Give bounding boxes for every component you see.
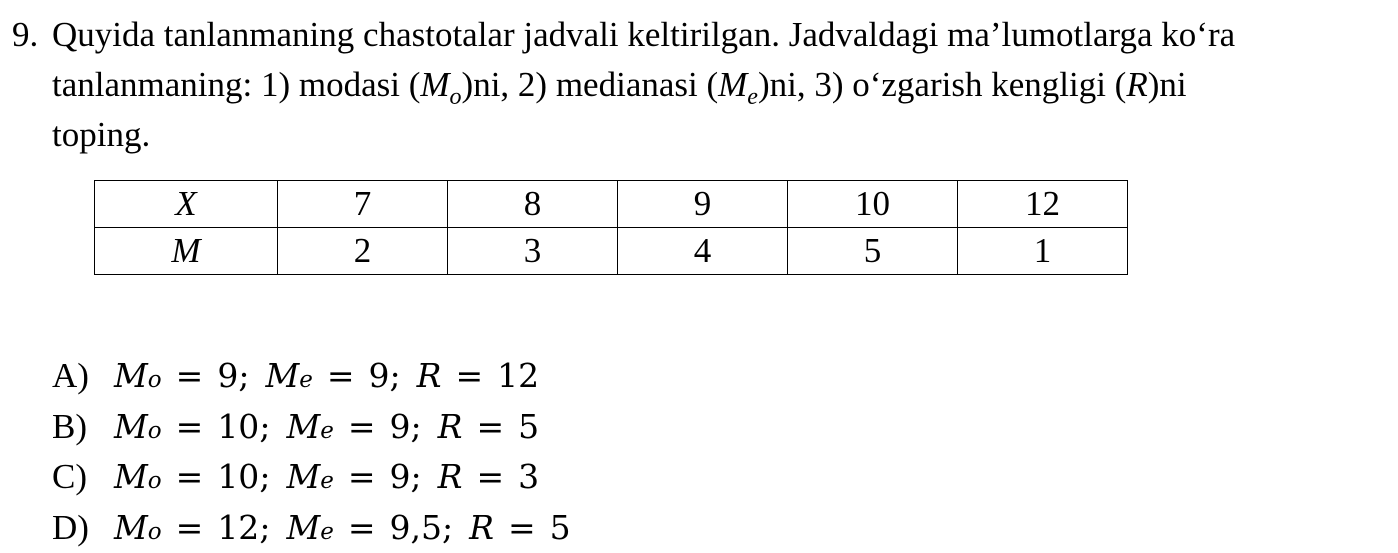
option-formula: M o = 10 ; M e = 9 ; R = 3: [114, 452, 539, 502]
question-part-median: )ni, 2) medianasi (: [461, 65, 719, 104]
equals-sign: =: [347, 507, 376, 547]
median-subscript: e: [747, 84, 758, 110]
separator: ;: [442, 507, 454, 547]
option-formula: M o = 12 ; M e = 9,5 ; R = 5: [114, 503, 571, 553]
separator: ;: [259, 507, 271, 547]
option-formula: M o = 10 ; M e = 9 ; R = 5: [114, 402, 539, 452]
mode-symbol: M: [114, 457, 148, 497]
frequency-table: [94, 180, 1128, 275]
mode-subscript: o: [449, 84, 462, 110]
mode-symbol: M: [114, 406, 148, 446]
range-symbol: R: [1126, 65, 1148, 104]
equals-sign: =: [476, 457, 505, 497]
question-part-range: )ni, 3) o‘zgarish kengligi (: [757, 65, 1127, 104]
median-symbol: M: [286, 457, 321, 497]
question-intro: Quyida tanlanmaning chastotalar jadvali keltirilgan. Jadvaldagi ma’lumotlarga ko‘ra: [52, 15, 1236, 54]
question-line-2: [12, 60, 1392, 110]
table-cell: 5: [788, 228, 958, 275]
option-letter: A): [52, 356, 89, 396]
question-text: [12, 10, 1392, 160]
option-mode-value: 10: [217, 457, 260, 497]
median-symbol: M: [286, 406, 321, 446]
option-median-value: 9: [389, 406, 411, 446]
option-median-value: 9: [389, 457, 411, 497]
table-cell: 3: [448, 228, 618, 275]
median-symbol: M: [718, 65, 748, 104]
equals-sign: =: [347, 406, 376, 446]
mode-symbol: M: [114, 356, 148, 396]
option-range-value: 12: [497, 356, 540, 396]
equals-sign: =: [326, 356, 355, 396]
equals-sign: =: [175, 457, 204, 497]
table-row-m: [95, 228, 1128, 275]
option-range-value: 3: [518, 457, 540, 497]
equals-sign: =: [455, 356, 484, 396]
range-symbol: R: [437, 457, 463, 497]
equals-sign: =: [476, 406, 505, 446]
mode-symbol: M: [114, 507, 148, 547]
option-a[interactable]: [52, 351, 571, 402]
table-cell: 2: [278, 228, 448, 275]
separator: ;: [410, 406, 422, 446]
table-cell: 8: [448, 181, 618, 228]
separator: ;: [389, 356, 401, 396]
answer-options: [52, 351, 571, 553]
option-formula: M o = 9 ; M e = 9 ; R = 12: [114, 351, 539, 401]
table-cell: 7: [278, 181, 448, 228]
range-symbol: R: [437, 406, 463, 446]
table-cell: 10: [788, 181, 958, 228]
question-part-end: )ni: [1147, 65, 1187, 104]
option-d[interactable]: [52, 503, 571, 553]
option-letter: B): [52, 406, 87, 446]
equals-sign: =: [175, 406, 204, 446]
table-cell: 1: [958, 228, 1128, 275]
option-median-value: 9,5: [389, 507, 442, 547]
table-cell: 9: [618, 181, 788, 228]
separator: ;: [410, 457, 422, 497]
option-b[interactable]: [52, 402, 571, 453]
range-symbol: R: [416, 356, 442, 396]
range-symbol: R: [469, 507, 494, 547]
median-symbol: M: [265, 356, 300, 396]
mode-symbol: M: [420, 65, 450, 104]
option-range-value: 5: [518, 406, 540, 446]
equals-sign: =: [347, 457, 376, 497]
separator: ;: [238, 356, 250, 396]
equals-sign: =: [175, 507, 204, 547]
option-median-value: 9: [368, 356, 390, 396]
equals-sign: =: [175, 356, 204, 396]
separator: ;: [259, 457, 271, 497]
table-cell: 12: [958, 181, 1128, 228]
median-symbol: M: [286, 507, 321, 547]
question-number: 9.: [12, 15, 39, 54]
option-letter: D): [52, 507, 89, 547]
table-header-m: M: [95, 228, 278, 275]
option-mode-value: 10: [217, 406, 260, 446]
table-header-x: X: [95, 181, 278, 228]
table-cell: 4: [618, 228, 788, 275]
question-line-1: [12, 10, 1392, 60]
equals-sign: =: [507, 507, 536, 547]
option-mode-value: 12: [217, 507, 260, 547]
option-range-value: 5: [549, 507, 571, 547]
question-part-mode: tanlanmaning: 1) modasi (: [52, 65, 421, 104]
option-c[interactable]: [52, 452, 571, 503]
option-letter: C): [52, 457, 87, 497]
question-line-3: toping.: [52, 115, 151, 154]
table-row-x: [95, 181, 1128, 228]
option-mode-value: 9: [217, 356, 239, 396]
separator: ;: [259, 406, 271, 446]
